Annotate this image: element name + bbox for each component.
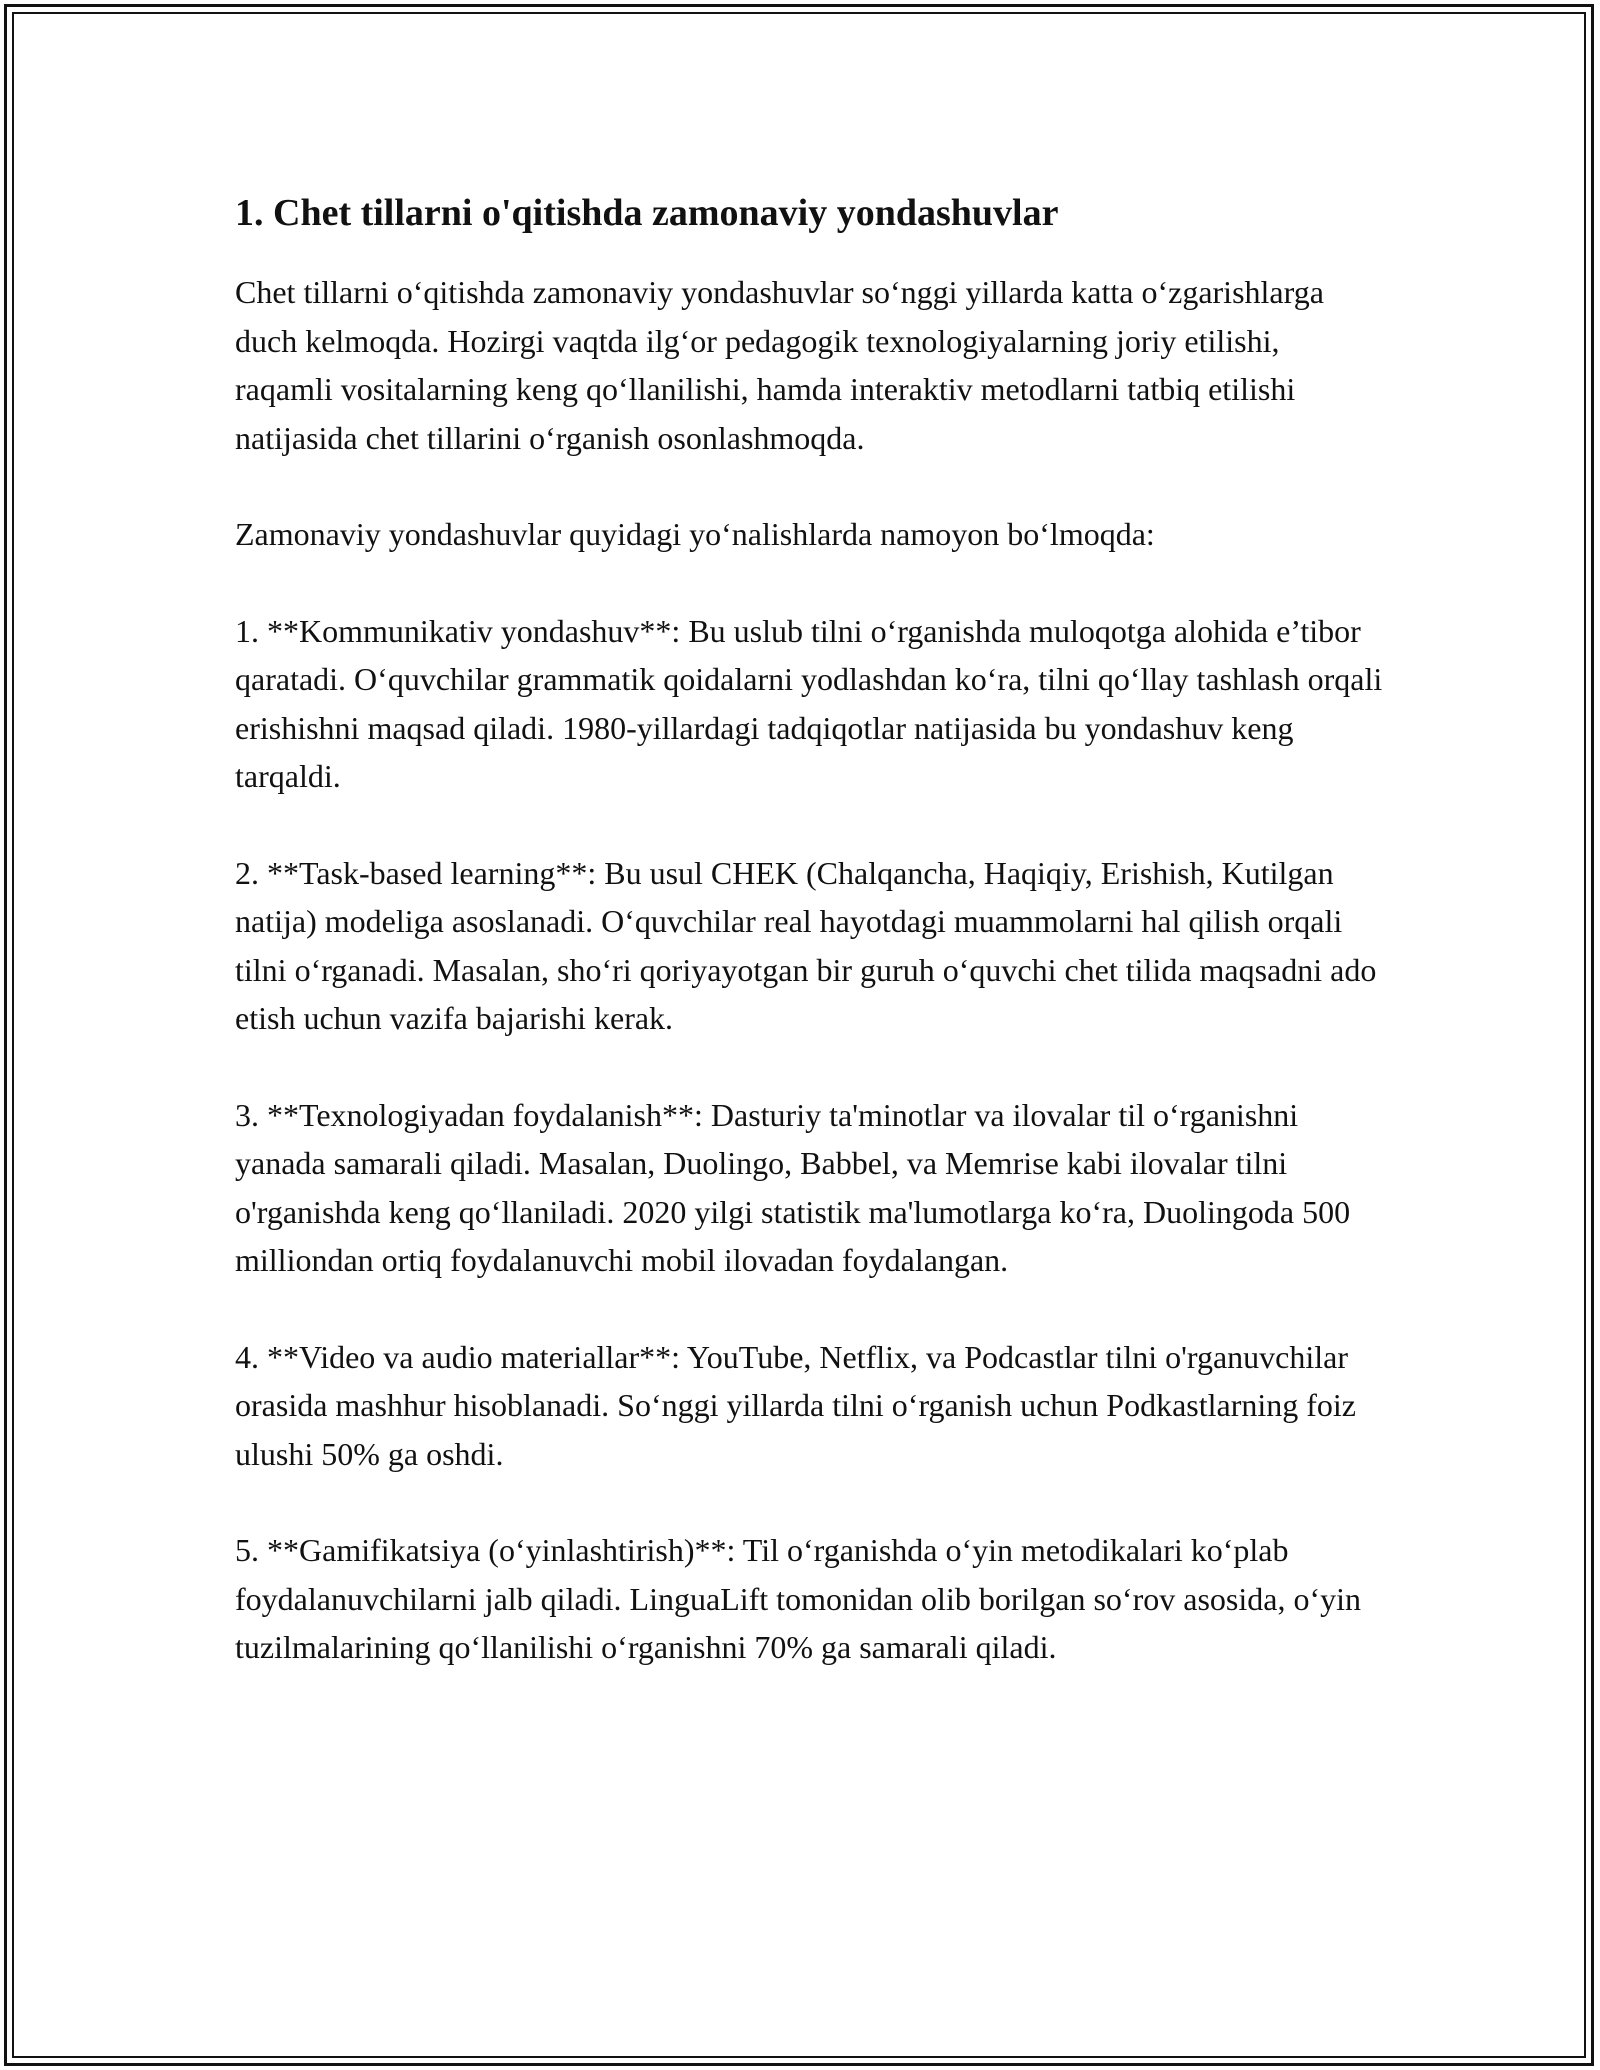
- list-intro-paragraph: Zamonaviy yondashuvlar quyidagi yo‘nalishlarda namoyon bo‘lmoqda:: [235, 516, 1155, 552]
- list-item-task-based: 2. **Task-based learning**: Bu usul CHEK (Chalqancha, Haqiqiy, Erishish, Kutilgan natija) modeliga asoslanadi. O‘quvchilar real hayotdagi muammolarni hal qilish orqali tilni o‘rganadi. Masalan, sho‘ri qoriyayotgan bir guruh o‘quvchi chet tilida maqsadni ado etish uchun vazifa bajarishi kerak.: [235, 854, 1377, 1036]
- list-item-gamification: 5. **Gamifikatsiya (o‘yinlashtirish)**: Til o‘rganishda o‘yin metodikalari ko‘plab foydalanuvchilarni jalb qiladi. LinguaLift tomonidan olib borilgan so‘rov asosida, o‘yin tuzilmalarining qo‘llanilishi o‘rganishni 70% ga samarali qiladi.: [235, 1532, 1361, 1665]
- list-item-technology: 3. **Texnologiyadan foydalanish**: Dasturiy ta'minotlar va ilovalar til o‘rganishni yanada samarali qiladi. Masalan, Duolingo, Babbel, va Memrise kabi ilovalar tilni o'rganishda keng qo‘llaniladi. 2020 yilgi statistik ma'lumotlarga ko‘ra, Duolingoda 500 milliondan ortiq foydalanuvchi mobil ilovadan foydalangan.: [235, 1096, 1351, 1278]
- section-heading: 1. Chet tillarni o'qitishda zamonaviy yondashuvlar: [235, 192, 1059, 234]
- list-item-video-audio: 4. **Video va audio materiallar**: YouTube, Netflix, va Podcastlar tilni o'rganuvchilar orasida mashhur hisoblanadi. So‘nggi yillarda tilni o‘rganish uchun Podkastlarning foiz ulushi 50% ga oshdi.: [235, 1338, 1356, 1472]
- list-item-communicative: 1. **Kommunikativ yondashuv**: Bu uslub tilni o‘rganishda muloqotga alohida e’tibor qaratadi. O‘quvchilar grammatik qoidalarni yodlashdan ko‘ra, tilni qo‘llay tashlash orqali erishishni maqsad qiladi. 1980-yillardagi tadqiqotlar natijasida bu yondashuv keng tarqaldi.: [235, 612, 1383, 794]
- document-page: [235, 184, 1385, 1720]
- intro-paragraph: Chet tillarni o‘qitishda zamonaviy yondashuvlar so‘nggi yillarda katta o‘zgarishlarga duch kelmoqda. Hozirgi vaqtda ilg‘or pedagogik texnologiyalarning joriy etilishi, raqamli vositalarning keng qo‘llanilishi, hamda interaktiv metodlarni tatbiq etilishi natijasida chet tillarini o‘rganish osonlashmoqda.: [235, 274, 1324, 456]
